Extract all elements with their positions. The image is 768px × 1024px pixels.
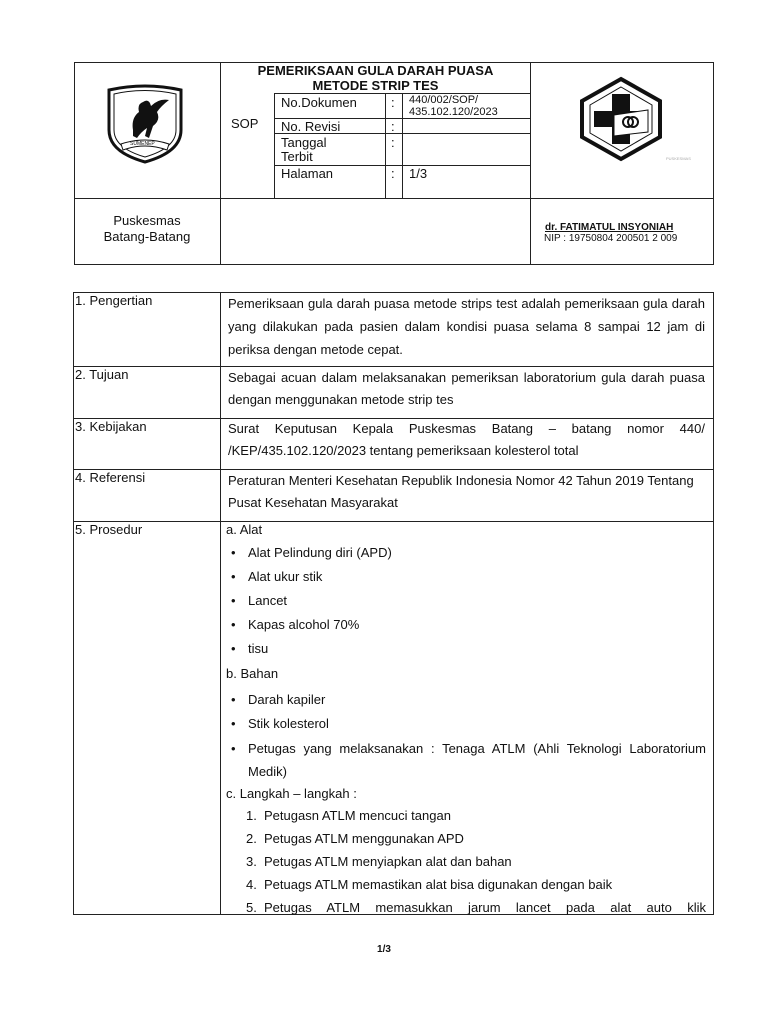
field-value-no-dokumen-1: 440/002/SOP/	[409, 94, 479, 106]
list-item: • Alat ukur stik	[228, 569, 706, 593]
title-line-1: PEMERIKSAAN GULA DARAH PUASA	[257, 63, 494, 78]
org-line-1: Puskesmas	[113, 213, 181, 228]
section-label-referensi: 4. Referensi	[75, 470, 146, 485]
list-item	[226, 900, 706, 923]
list-item	[226, 831, 706, 854]
field-label-halaman: Halaman	[281, 166, 334, 181]
section-label-prosedur: 5. Prosedur	[75, 522, 143, 537]
field-colon: :	[391, 166, 395, 181]
field-value-halaman: 1/3	[409, 166, 428, 181]
step-number: 4.	[246, 877, 257, 892]
section-text-pengertian: Pemeriksaan gula darah puasa metode strips test adalah pemeriksaan gula darah yang dilakukan pada pasien dalam kondisi puasa selama 8 sampai 12 jam di periksa dengan metode cepat.	[228, 296, 705, 357]
section-text-tujuan: Sebagai acuan dalam melaksanakan pemeriksan laboratorium gula darah puasa dengan menggunakan metode strip tes	[228, 370, 705, 407]
section-text-referensi: Peraturan Menteri Kesehatan Republik Indonesia Nomor 42 Tahun 2019 Tentang Pusat Kesehatan Masyarakat	[228, 473, 694, 510]
list-item: • Alat Pelindung diri (APD)	[228, 545, 706, 569]
section-label-pengertian: 1. Pengertian	[75, 293, 153, 308]
list-item: • Kapas alcohol 70%	[228, 617, 706, 641]
field-label-terbit: Terbit	[281, 149, 313, 164]
alat-list	[228, 545, 706, 665]
org-line-2: Batang-Batang	[103, 229, 191, 244]
section-label-tujuan: 2. Tujuan	[75, 367, 129, 382]
step-number: 1.	[246, 808, 257, 823]
section-text-kebijakan: Surat Keputusan Kepala Puskesmas Batang – batang nomor 440/ /KEP/435.102.120/2023 tentang pemeriksaan kolesterol total	[228, 421, 705, 458]
list-item	[226, 808, 706, 831]
langkah-heading: c. Langkah – langkah :	[226, 786, 357, 801]
document-title	[221, 63, 530, 93]
list-item: • Petugas yang melaksanakan : Tenaga ATLM (Ahli Teknologi Laboratorium Medik)	[228, 737, 706, 783]
field-colon: :	[391, 135, 395, 150]
field-label-no-revisi: No. Revisi	[281, 119, 341, 134]
list-item	[226, 877, 706, 900]
field-colon: :	[391, 95, 395, 110]
step-number: 5.	[246, 900, 257, 915]
alat-heading: a. Alat	[226, 522, 263, 537]
step-number: 2.	[246, 831, 257, 846]
field-value-no-dokumen-2: 435.102.120/2023	[409, 106, 498, 118]
field-label-no-dokumen: No.Dokumen	[281, 95, 357, 110]
field-label-tanggal: Tanggal	[281, 135, 327, 150]
step-text: Petugas ATLM memasukkan jarum lancet pada alat auto klik	[264, 900, 706, 915]
sop-label: SOP	[231, 116, 259, 131]
step-text: Petugas ATLM menggunakan APD	[264, 831, 464, 846]
list-item	[226, 854, 706, 877]
page-number: 1/3	[377, 944, 391, 955]
logo-ribbon-text: SUMENEP	[130, 141, 155, 147]
org-name	[74, 213, 220, 245]
step-text: Petuags ATLM memastikan alat bisa digunakan dengan baik	[264, 877, 613, 892]
list-item: • Stik kolesterol	[228, 716, 706, 740]
step-number: 3.	[246, 854, 257, 869]
signer-nip: NIP : 19750804 200501 2 009	[544, 233, 678, 244]
list-item: • Darah kapiler	[228, 692, 706, 716]
section-label-kebijakan: 3. Kebijakan	[75, 419, 147, 434]
bahan-heading: b. Bahan	[226, 666, 279, 681]
signer-name: dr. FATIMATUL INSYONIAH	[545, 222, 674, 233]
langkah-list	[226, 808, 706, 923]
field-colon: :	[391, 119, 395, 134]
sumenep-logo	[103, 80, 187, 164]
step-text: Petugas ATLM menyiapkan alat dan bahan	[264, 854, 512, 869]
list-item: • Lancet	[228, 593, 706, 617]
title-line-2: METODE STRIP TES	[312, 78, 439, 93]
step-text: Petugasn ATLM mencuci tangan	[264, 808, 451, 823]
list-item: • tisu	[228, 641, 706, 665]
logo-caption: PUSKESMAS	[666, 156, 691, 161]
bahan-list	[228, 692, 706, 783]
puskesmas-logo	[578, 76, 691, 162]
